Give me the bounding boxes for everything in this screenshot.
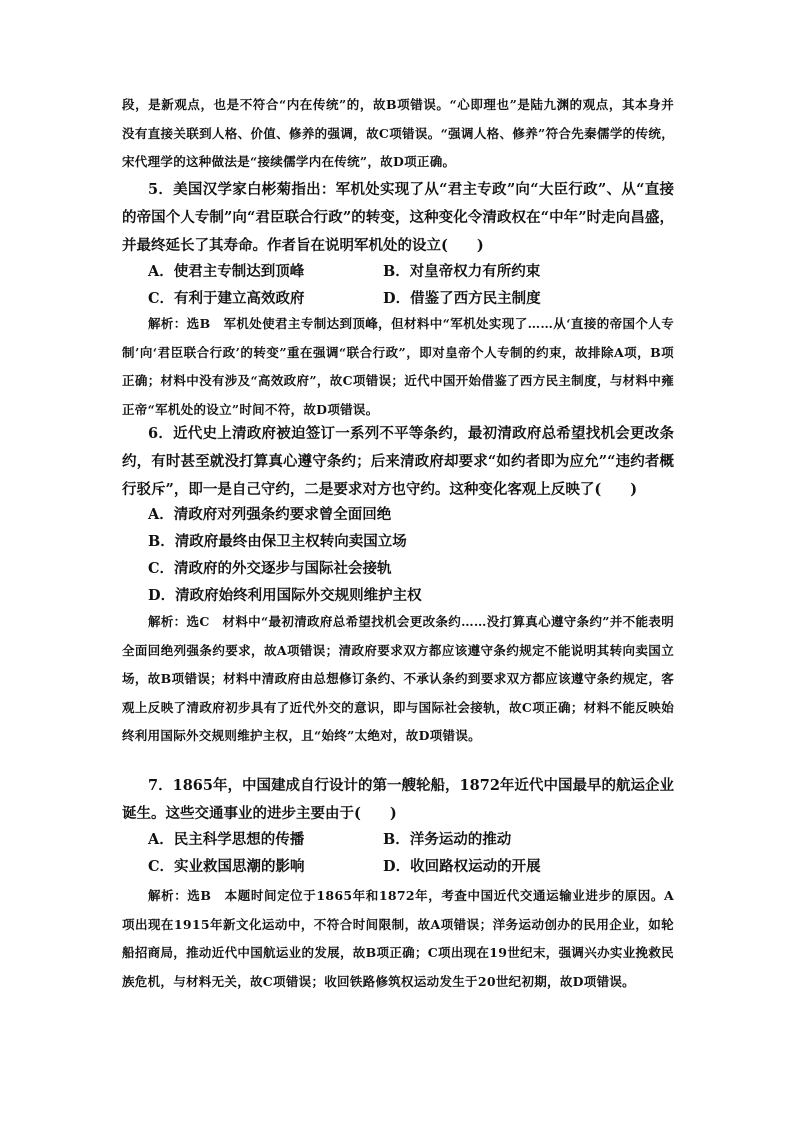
q6-explanation-text: 材料中“最初清政府总希望找机会更改条约……没打算真心遵守条约”并不能表明全面回绝列强条约要求，故A项错误；清政府要求双方都应该遵守条约规定不能说明其转向卖国立场，故B项错误；材料中清政府由总想修订条约、不承认条约到要求双方都应该遵守条约规定，客观上反映了清政府初步具有了近代外交的意识，即与国际社会接轨，故C项正确；材料不能反映始终利用国际外交规则维护主权，且“始终”太绝对，故D项错误。 bbox=[122, 614, 674, 743]
q5-explanation-lead: 解析：选B bbox=[148, 316, 211, 331]
q5-stem-text: 5．美国汉学家白彬菊指出：军机处实现了从“君主专政”向“大臣行政”、从“直接的帝国个人专制”向“君臣联合行政”的转变，这种变化令清政权在“中年”时走向昌盛，并最终延长了其寿命。作者旨在说明军机处的设立( ) bbox=[122, 181, 674, 254]
q7-option-a: A．民主科学思想的传播 bbox=[148, 831, 305, 848]
q6-stem-text: 6．近代史上清政府被迫签订一系列不平等条约，最初清政府总希望找机会更改条约，有时甚至就没打算真心遵守条约；后来清政府却要求“如约者即为应允”“违约者概行驳斥”，即一是自己守约，二是要求对方也守约。这种变化客观上反映了( ) bbox=[122, 425, 674, 498]
q6-option-a: A．清政府对列强条约要求曾全面回绝 bbox=[148, 506, 392, 523]
q7-explanation-text: 本题时间定位于1865年和1872年，考查中国近代交通运输业进步的原因。A项出现在1915年新文化运动中，不符合时间限制，故A项错误；洋务运动创办的民用企业，如轮船招商局，推动近代中国航运业的发展，故B项正确；C项出现在19世纪末，强调兴办实业挽救民族危机，与材料无关，故C项错误；收回铁路修筑权运动发生于20世纪初期，故D项错误。 bbox=[122, 888, 674, 989]
q5-option-b: B．对皇帝权力有所约束 bbox=[383, 263, 541, 280]
q5-stem bbox=[122, 176, 674, 260]
q6-option-d: D．清政府始终利用国际外交规则维护主权 bbox=[148, 587, 422, 604]
q5-option-c: C．有利于建立高效政府 bbox=[148, 290, 305, 307]
q6-option-b: B．清政府最终由保卫主权转向卖国立场 bbox=[148, 533, 407, 550]
q7-explanation bbox=[122, 882, 674, 996]
q7-stem-text: 7．1865年，中国建成自行设计的第一艘轮船，1872年近代中国最早的航运企业诞生。这些交通事业的进步主要由于( ) bbox=[122, 777, 674, 822]
q5-explanation-text: 军机处使君主专制达到顶峰，但材料中“军机处实现了……从‘直接的帝国个人专制’向‘君臣联合行政’的转变”重在强调“联合行政”，即对皇帝个人专制的约束，故排除A项，B项正确；材料中没有涉及“高效政府”，故C项错误；近代中国开始借鉴了西方民主制度，与材料中雍正帝“军机处的设立”时间不符，故D项错误。 bbox=[122, 316, 674, 417]
q7-explanation-lead: 解析：选B bbox=[148, 888, 212, 903]
q6-option-c: C．清政府的外交逐步与国际社会接轨 bbox=[148, 560, 392, 577]
q6-explanation-lead: 解析：选C bbox=[148, 614, 210, 629]
q6-stem bbox=[122, 420, 674, 504]
q5-option-a: A．使君主专制达到顶峰 bbox=[148, 263, 305, 280]
q7-option-d: D．收回路权运动的开展 bbox=[383, 858, 541, 875]
q6-explanation bbox=[122, 608, 674, 751]
q5-option-d: D．借鉴了西方民主制度 bbox=[383, 290, 541, 307]
q4-explanation-tail bbox=[122, 91, 674, 177]
q7-option-c: C．实业救国思潮的影响 bbox=[148, 858, 305, 875]
q7-stem bbox=[122, 772, 674, 828]
q5-explanation bbox=[122, 310, 674, 424]
q4-explanation-text: 段，是新观点，也是不符合“内在传统”的，故B项错误。“心即理也”是陆九渊的观点，其本身并没有直接关联到人格、价值、修养的强调，故C项错误。“强调人格、修养”符合先秦儒学的传统，宋代理学的这种做法是“接续儒学内在传统”，故D项正确。 bbox=[122, 97, 674, 169]
q7-option-b: B．洋务运动的推动 bbox=[383, 831, 512, 848]
